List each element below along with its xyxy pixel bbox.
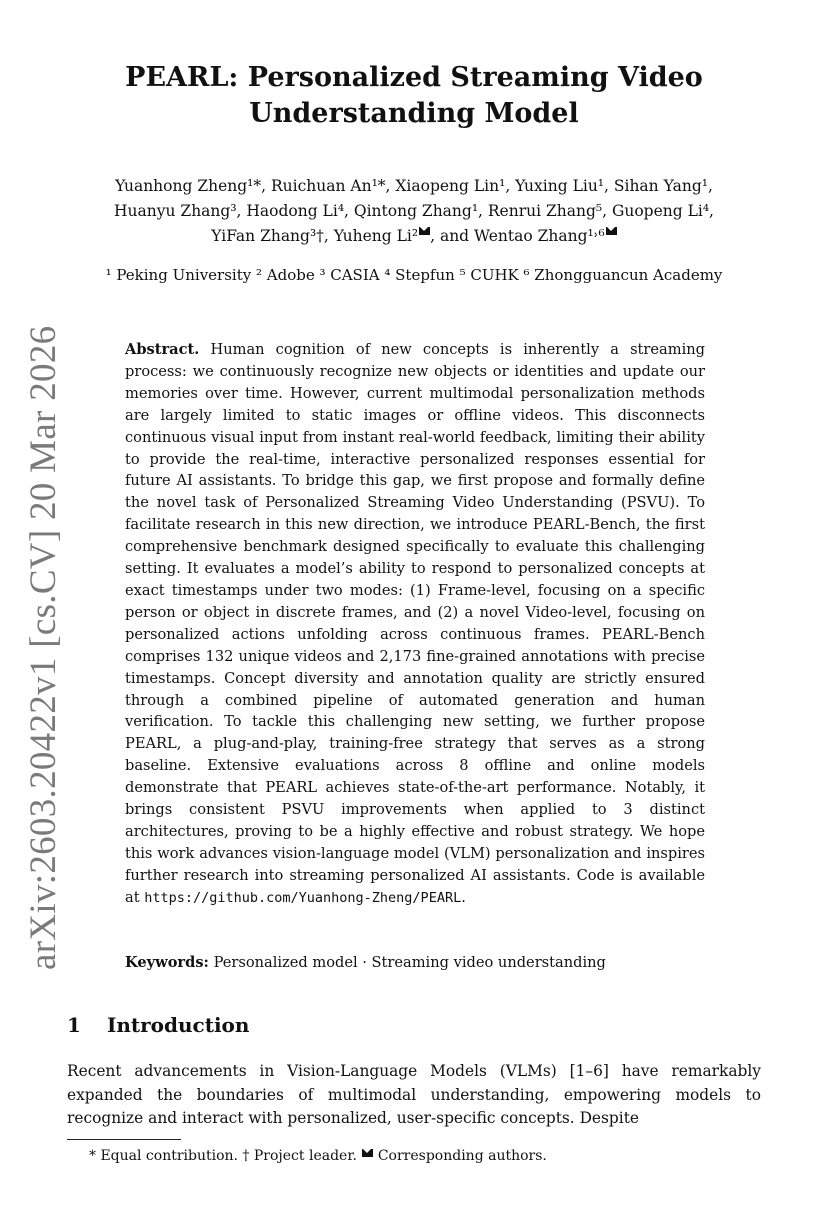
footnote-text-b: Corresponding authors. [377,1148,547,1164]
arxiv-side-stamp: arXiv:2603.20422v1 [cs.CV] 20 Mar 2026 [23,325,64,970]
abstract-end: . [461,888,466,906]
author-list [50,174,778,249]
author-line-3 [50,224,778,249]
envelope-icon [362,1149,373,1157]
footnote-text-a: * Equal contribution. † Project leader. [89,1148,357,1164]
section-number: 1 [67,1013,81,1037]
envelope-icon [419,227,430,235]
author-line-3-a: YiFan Zhang³†, Yuheng Li² [211,227,419,245]
keywords-text: Personalized model · Streaming video understanding [213,954,606,971]
author-line-1: Yuanhong Zheng¹*, Ruichuan An¹*, Xiaopeng Lin¹, Yuxing Liu¹, Sihan Yang¹, [115,177,713,195]
intro-paragraph: Recent advancements in Vision-Language Models (VLMs) [1–6] have remarkably expanded the boundaries of multimodal understanding, empowering models to recognize and interact with personalized, user-specific concepts. Despite [67,1062,761,1127]
abstract-block [125,339,705,910]
author-line-2: Huanyu Zhang³, Haodong Li⁴, Qintong Zhang¹, Renrui Zhang⁵, Guopeng Li⁴, [114,202,714,220]
footnote-rule [67,1139,181,1140]
abstract-label: Abstract. [125,341,200,358]
envelope-icon [606,227,617,235]
keywords-label: Keywords: [125,954,209,971]
keywords-block [125,952,725,974]
code-link[interactable]: https://github.com/Yuanhong-Zheng/PEARL [144,889,462,906]
title-line-2: Understanding Model [249,98,579,129]
paper-title [60,60,768,132]
title-line-1: PEARL: Personalized Streaming Video [125,62,703,93]
affiliations: ¹ Peking University ² Adobe ³ CASIA ⁴ Stepfun ⁵ CUHK ⁶ Zhongguancun Academy [105,266,723,284]
footnote [89,1145,547,1167]
section-heading [67,1010,249,1040]
section-title: Introduction [107,1013,250,1037]
author-line-3-b: , and Wentao Zhang¹˒⁶ [430,227,605,245]
abstract-text: Human cognition of new concepts is inherently a streaming process: we continuously recognize new objects or identities and update our memories over time. However, current multimodal personalization methods are largely limited to static images or offline videos. This disconnects continuous visual input from instant real-world feedback, limiting their ability to provide the real-time, interactive personalized responses essential for future AI assistants. To bridge this gap, we first propose and formally define the novel task of Personalized Streaming Video Understanding (PSVU). To facilitate research in this new direction, we introduce PEARL-Bench, the first comprehensive benchmark designed specifically to evaluate this challenging setting. It evaluates a model’s ability to respond to personalized concepts at exact timestamps under two modes: (1) Frame-level, focusing on a specific person or object in discrete frames, and (2) a novel Video-level, focusing on personalized actions unfolding across continuous frames. PEARL-Bench comprises 132 unique videos and 2,173 fine-grained annotations with precise timestamps. Concept diversity and annotation quality are strictly ensured through a combined pipeline of automated generation and human verification. To tackle this challenging new setting, we further propose PEARL, a plug-and-play, training-free strategy that serves as a strong baseline. Extensive evaluations across 8 offline and online models demonstrate that PEARL achieves state-of-the-art performance. Notably, it brings consistent PSVU improvements when applied to 3 distinct architectures, proving to be a highly effective and robust strategy. We hope this work advances vision-language model (VLM) personalization and inspires further research into streaming personalized AI assistants. Code is available at [125,341,705,906]
